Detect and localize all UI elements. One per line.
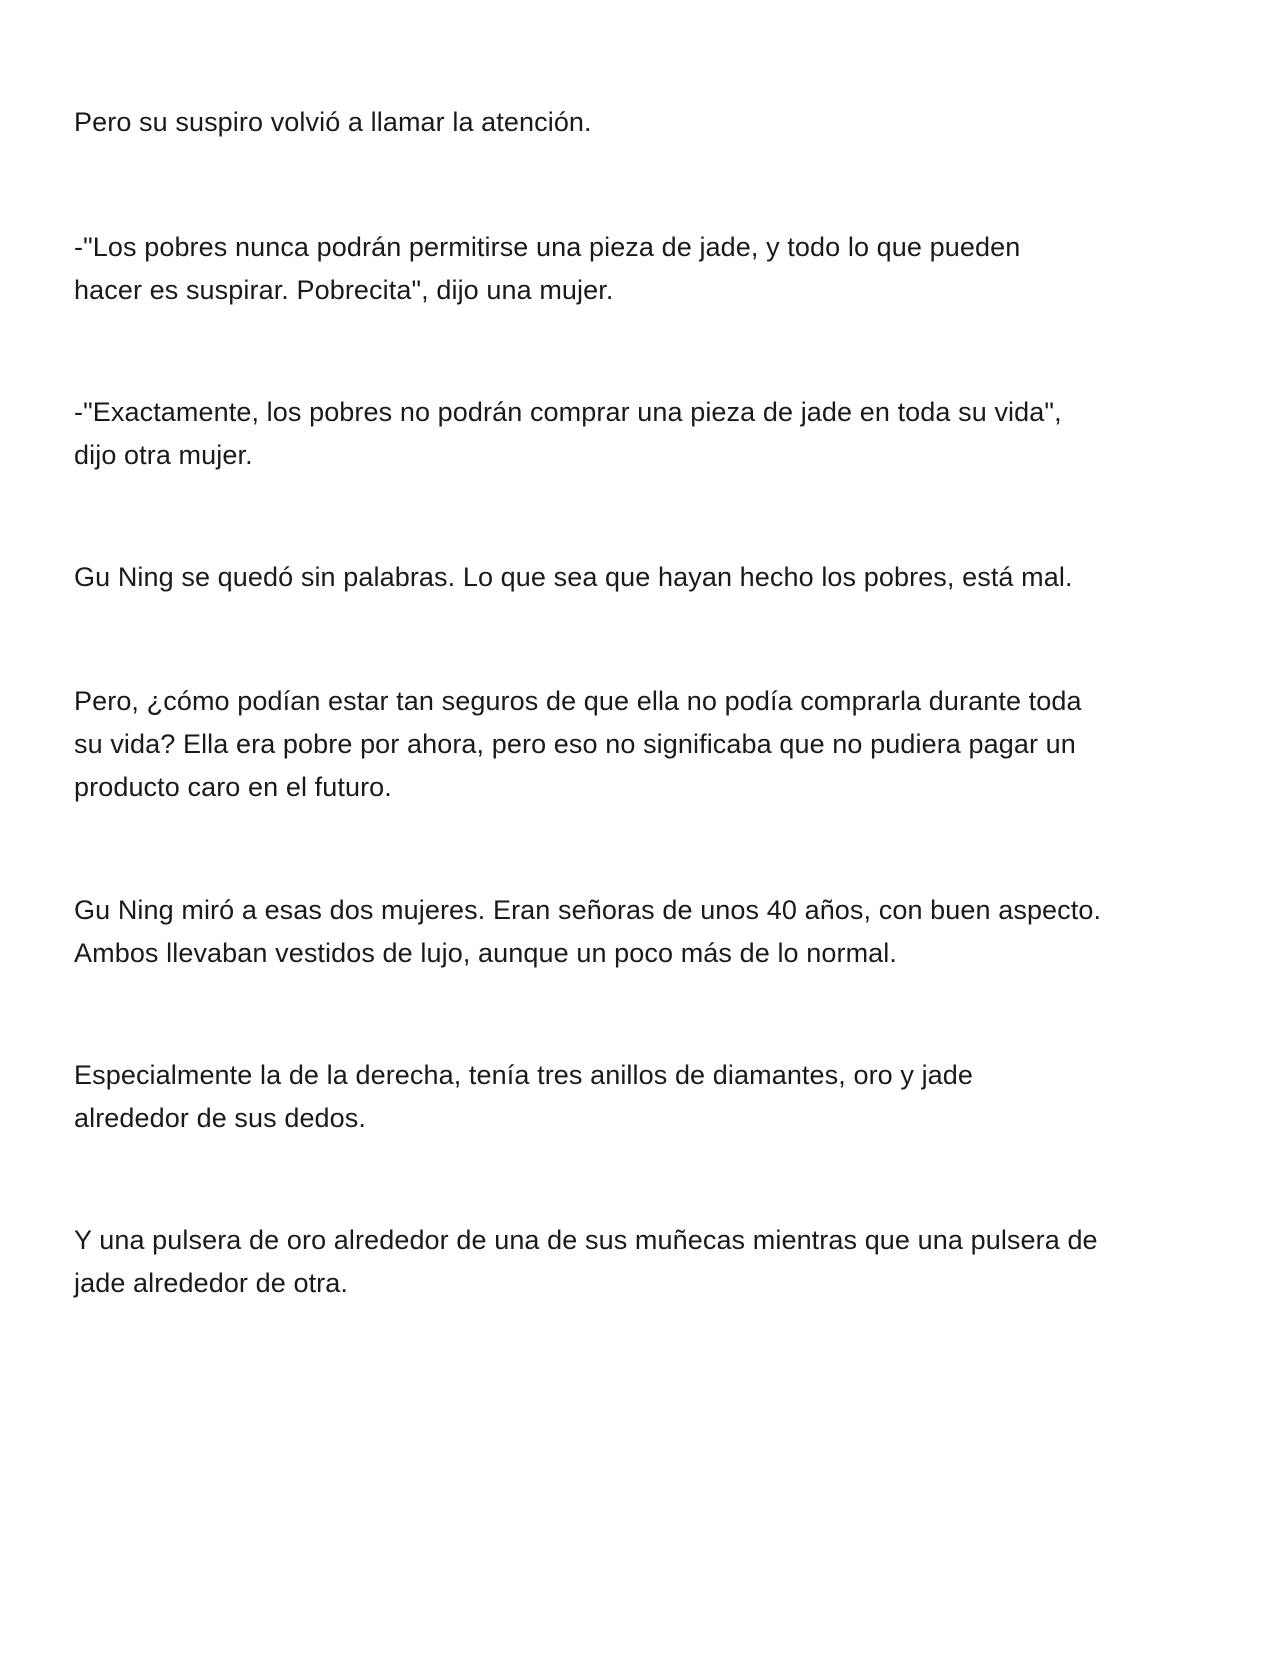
paragraph-line: Gu Ning miró a esas dos mujeres. Eran señoras de unos 40 años, con buen aspecto. (74, 895, 1102, 925)
paragraph-line: Especialmente la de la derecha, tenía tres anillos de diamantes, oro y jade (74, 1060, 974, 1090)
paragraph-line: hacer es suspirar. Pobrecita", dijo una mujer. (74, 275, 614, 305)
paragraph-line: Ambos llevaban vestidos de lujo, aunque un poco más de lo normal. (74, 938, 897, 968)
paragraph-line: producto caro en el futuro. (74, 772, 392, 802)
paragraph-line: -"Los pobres nunca podrán permitirse una pieza de jade, y todo lo que pueden (74, 232, 1021, 262)
paragraph-line: Y una pulsera de oro alrededor de una de sus muñecas mientras que una pulsera de (74, 1225, 1098, 1255)
paragraph (74, 889, 1224, 975)
paragraph (74, 1054, 1224, 1140)
paragraph (74, 556, 1224, 599)
paragraph-line: Gu Ning se quedó sin palabras. Lo que sea que hayan hecho los pobres, está mal. (74, 562, 1073, 592)
paragraph-line: Pero su suspiro volvió a llamar la atención. (74, 107, 592, 137)
paragraph-line: su vida? Ella era pobre por ahora, pero eso no significaba que no pudiera pagar un (74, 729, 1076, 759)
paragraph (74, 391, 1224, 477)
paragraph (74, 226, 1224, 312)
paragraph-line: alrededor de sus dedos. (74, 1103, 366, 1133)
paragraph (74, 680, 1224, 809)
paragraph-line: Pero, ¿cómo podían estar tan seguros de que ella no podía comprarla durante toda (74, 686, 1082, 716)
paragraph-line: -"Exactamente, los pobres no podrán comprar una pieza de jade en toda su vida", (74, 397, 1062, 427)
paragraph (74, 101, 1224, 144)
paragraph-line: dijo otra mujer. (74, 440, 253, 470)
paragraph (74, 1219, 1224, 1305)
paragraph-line: jade alrededor de otra. (74, 1268, 348, 1298)
